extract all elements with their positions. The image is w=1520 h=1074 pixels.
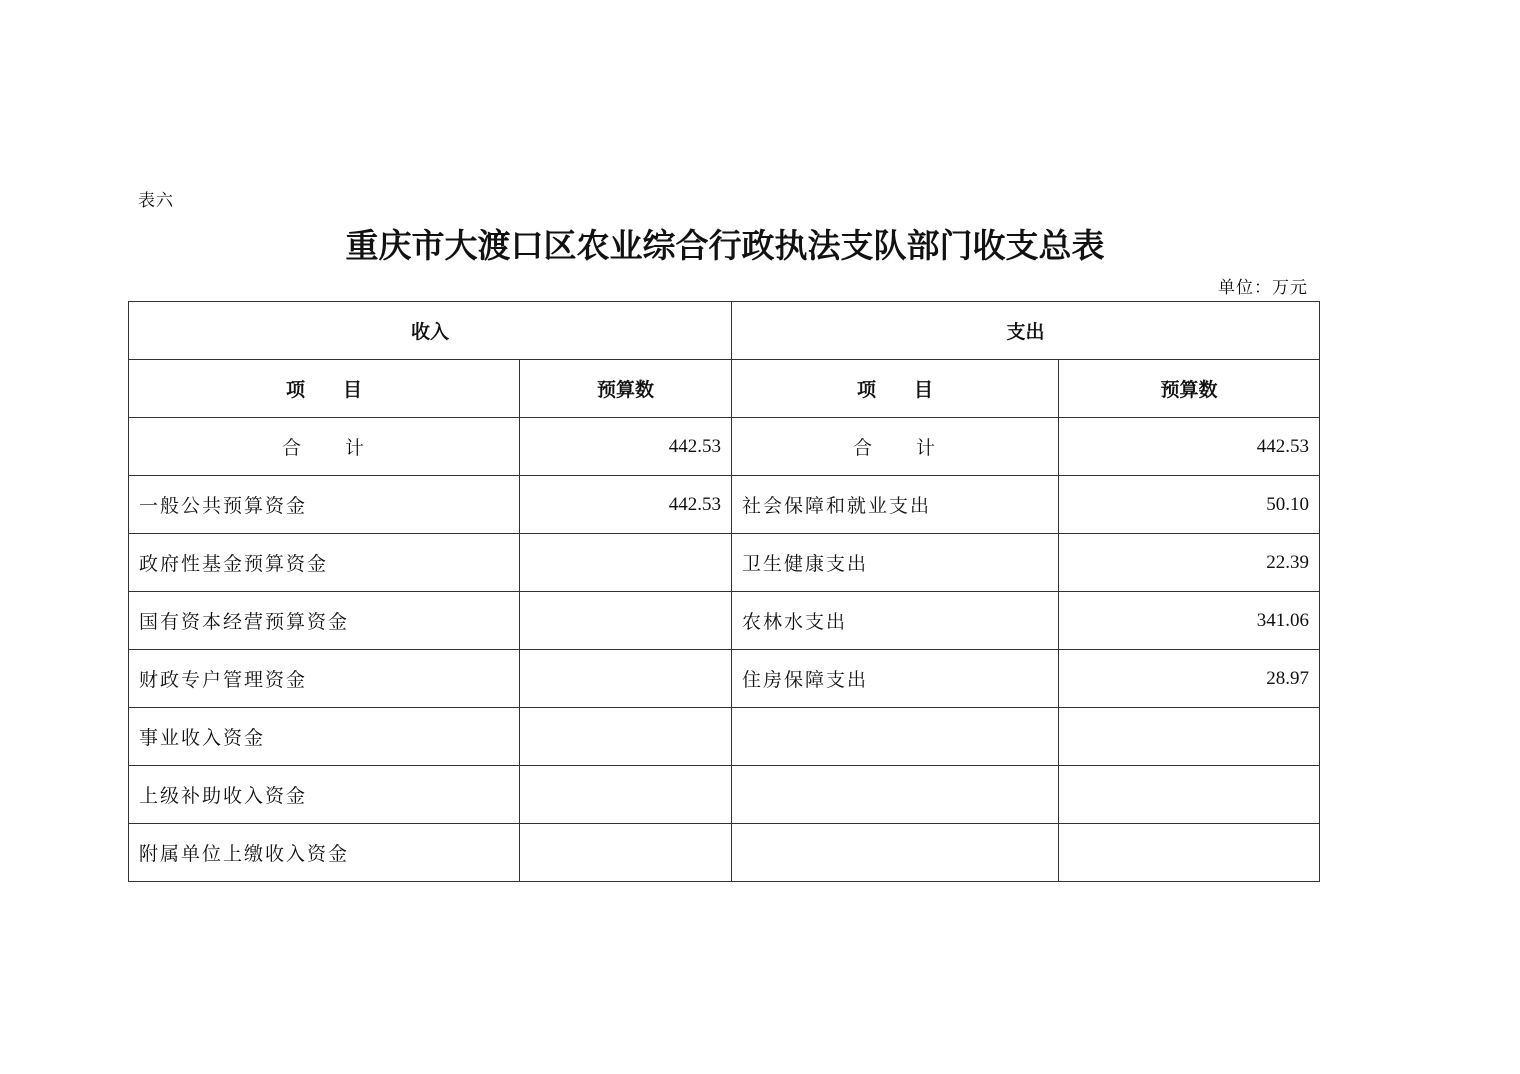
expense-item: 住房保障支出: [732, 650, 1059, 708]
expense-value: [1059, 766, 1320, 824]
expense-value: [1059, 708, 1320, 766]
column-header-row: [129, 360, 1320, 418]
expense-value: 341.06: [1059, 592, 1320, 650]
expense-item: [732, 766, 1059, 824]
table-row: [129, 708, 1320, 766]
income-value: [520, 534, 732, 592]
expense-item: 农林水支出: [732, 592, 1059, 650]
income-item: 财政专户管理资金: [129, 650, 520, 708]
expense-item: 社会保障和就业支出: [732, 476, 1059, 534]
expense-item: [732, 824, 1059, 882]
income-value: [520, 766, 732, 824]
expense-value: 50.10: [1059, 476, 1320, 534]
income-item-header: 项 目: [129, 360, 520, 418]
unit-label: 单位：万元: [1218, 278, 1308, 298]
expense-header: 支出: [732, 302, 1320, 360]
income-value: 442.53: [520, 476, 732, 534]
table-row: [129, 824, 1320, 882]
table-row: [129, 650, 1320, 708]
total-row: [129, 418, 1320, 476]
income-item: 一般公共预算资金: [129, 476, 520, 534]
income-total-value: 442.53: [520, 418, 732, 476]
expense-total-value: 442.53: [1059, 418, 1320, 476]
income-item: 附属单位上缴收入资金: [129, 824, 520, 882]
expense-item-header: 项 目: [732, 360, 1059, 418]
expense-value: 28.97: [1059, 650, 1320, 708]
table-row: [129, 592, 1320, 650]
income-header: 收入: [129, 302, 732, 360]
expense-value: [1059, 824, 1320, 882]
income-item: 国有资本经营预算资金: [129, 592, 520, 650]
income-value: [520, 592, 732, 650]
expense-total-label: 合 计: [732, 418, 1059, 476]
income-value: [520, 824, 732, 882]
table-row: [129, 534, 1320, 592]
table-number: 表六: [138, 191, 174, 211]
table-row: [129, 476, 1320, 534]
income-budget-header: 预算数: [520, 360, 732, 418]
table-row: [129, 766, 1320, 824]
section-header-row: [129, 302, 1320, 360]
income-item: 上级补助收入资金: [129, 766, 520, 824]
income-value: [520, 708, 732, 766]
income-total-label: 合 计: [129, 418, 520, 476]
expense-item: 卫生健康支出: [732, 534, 1059, 592]
expense-budget-header: 预算数: [1059, 360, 1320, 418]
income-item: 政府性基金预算资金: [129, 534, 520, 592]
page-title: 重庆市大渡口区农业综合行政执法支队部门收支总表: [345, 226, 1105, 265]
budget-summary-table: [128, 301, 1320, 882]
expense-item: [732, 708, 1059, 766]
income-item: 事业收入资金: [129, 708, 520, 766]
expense-value: 22.39: [1059, 534, 1320, 592]
income-value: [520, 650, 732, 708]
